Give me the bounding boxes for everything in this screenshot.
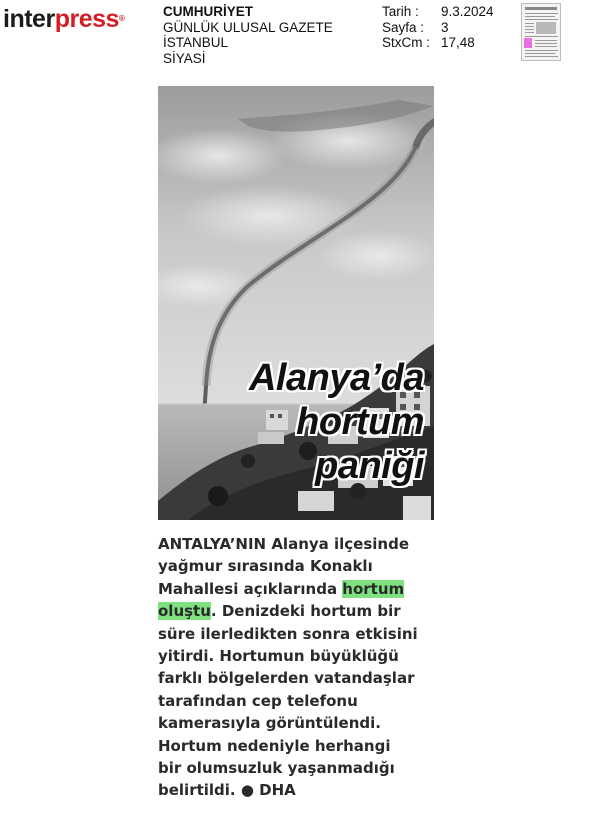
publication-type: GÜNLÜK ULUSAL GAZETE [163,19,333,35]
page-thumbnail[interactable] [521,3,561,61]
page-row: Sayfa : 3 [382,19,449,35]
publication-city: İSTANBUL [163,35,229,50]
highlight-keyword: hortum [342,579,405,598]
publication-name: CUMHURİYET [163,4,253,19]
source-info [163,4,333,66]
date-row: Tarih : 9.3.2024 [382,4,494,19]
page-value: 3 [441,19,449,35]
article-body: ANTALYA’NIN Alanya ilçesinde yağmur sırasında Konaklı Mahallesi açıklarında hortum oluştu. Denizdeki hortum bir süre ilerledikten sonra etkisini yitirdi. Hortumun büyüklüğü farklı bölgelerden vatandaşlar tarafından cep telefonu kamerasıyla görüntülendi. Hortum nedeniyle herhangi bir olumsuzluk yaşanmadığı belirtildi. ● DHA [158,535,418,800]
highlight-keyword: oluştu [158,602,211,621]
article-location-marker [524,38,532,48]
size-row: StxCm : 17,48 [382,35,475,50]
article-headline: Alanya’da hortum paniği [248,357,424,487]
size-value: 17,48 [441,35,475,50]
clipping-info [382,4,494,51]
waterspout-photo [158,86,434,520]
interpress-logo: interpress® [3,5,125,33]
date-value: 9.3.2024 [441,4,494,19]
publication-category: SİYASİ [163,50,206,66]
